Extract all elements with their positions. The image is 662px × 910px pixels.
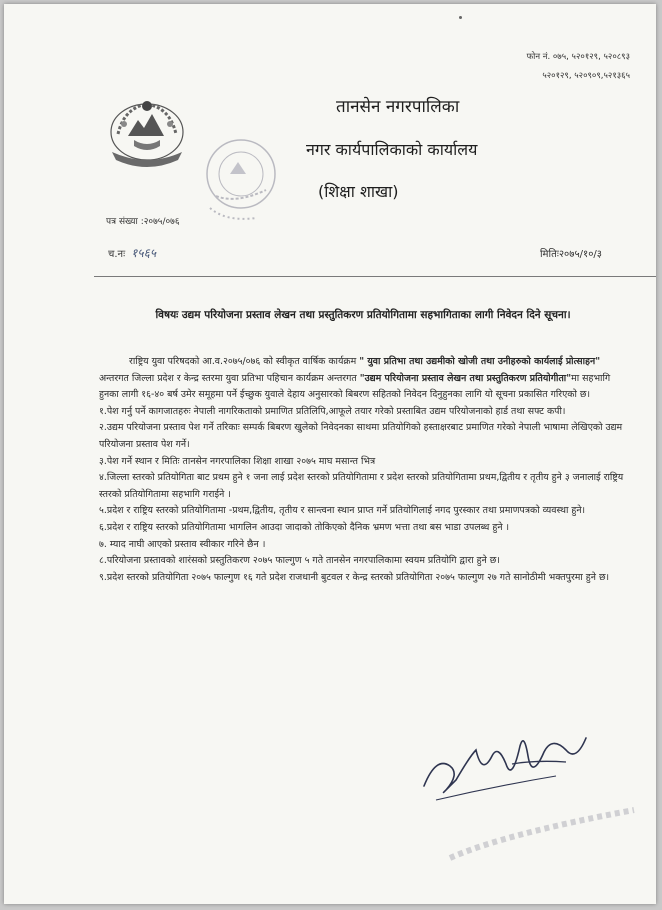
notice-point: ५.प्रदेश र राष्ट्रिय स्तरको प्रतियोगितामा -प्रथम,द्वितीय, तृतीय र सान्त्वना स्थान प्राप्त गर्ने प्रतियोगिलाई नगद पुरस्कार तथा प्रमाणपत्रको व्यवस्था हुने।	[99, 505, 586, 517]
phone-line-1: फोन नं. ०७५, ५२०१२९, ५२०८९३	[526, 52, 630, 62]
ref-label: पत्र संख्या :	[106, 217, 144, 227]
document-page	[4, 4, 656, 904]
intro-program-name: " युवा प्रतिभा तथा उद्यमीको खोजी तथा उनीहरुको कार्यलाई प्रोत्साहन"	[359, 356, 601, 367]
phone-line-2: ५२०१२९, ५२०९०९,५२१३६५	[542, 71, 630, 81]
intro-paragraph	[99, 354, 624, 404]
notice-point: ९.प्रदेश स्तरको प्रतियोगिता २०७५ फाल्गुण १६ गते प्रदेश राजधानी बुटवल र केन्द्र स्तरको प्रतियोगिता २०७५ फाल्गुण २७ गते सानोठीमी भक्तपुरमा हुने छ।	[99, 571, 610, 583]
dispatch-number	[108, 244, 156, 261]
reference-number	[106, 214, 180, 227]
notice-point: ६.प्रदेश र राष्ट्रिय स्तरको प्रतियोगितामा भागलिन आउदा जादाको तोकिएको दैनिक भ्रमण भत्ता तथा बस भाडा उपलब्ध हुने ।	[99, 521, 510, 533]
round-office-stamp-icon	[186, 134, 286, 229]
date-value: २०७५/१०/३	[558, 249, 602, 260]
paper-speck	[459, 16, 462, 19]
signature-stamp-icon	[444, 804, 644, 864]
notice-point: ४.जिल्ला स्तरको प्रतियोगिता बाट प्रथम हुने १ जना लाई प्रदेश स्तरको प्रतियोगितामा र प्रदेश स्तरको प्रतियोगितामा प्रथम,द्वितीय र तृतीय हुने ३ जनालाई राष्ट्रिय स्तरको प्रतियोगितामा सहभागि गराईने ।	[99, 472, 624, 500]
section-name: (शिक्षा शाखा)	[318, 182, 399, 201]
notice-point: ३.पेश गर्ने स्थान र मितिः तानसेन नगरपालिका शिक्षा शाखा २०७५ माघ मसान्त भित्र	[99, 455, 376, 467]
notice-point: २.उद्यम परियोजना प्रस्ताव पेश गर्ने तरिकाः सम्पर्क बिबरण खुलेको निवेदनका साथमा प्रतियोगिको हस्ताक्षरबाट प्रमाणित गरेको नेपाली भाषामा लेखिएको उद्यम परियोजना प्रस्ताव पेश गर्ने।	[99, 422, 623, 450]
cno-label: च.नः	[108, 249, 126, 260]
letter-date	[540, 246, 602, 260]
subject-line: विषयः उद्यम परियोजना प्रस्ताव लेखन तथा प्रस्तुतिकरण प्रतियोगितामा सहभागिताका लागी निवेदन दिने सूचना।	[155, 309, 571, 321]
phone-numbers	[527, 48, 630, 86]
notice-point: १.पेश गर्नु पर्ने कागजातहरुः नेपाली नागरिकताको प्रमाणित प्रतिलिपि,आफूले तयार गरेको प्रस्ताबित उद्यम परियोजनाको हार्ड तथा सफ्ट कपी।	[99, 405, 566, 417]
notice-point: ८.परियोजना प्रस्तावको शारंसको प्रस्तुतिकरण २०७५ फाल्गुण ५ गते तानसेन नगरपालिकामा स्वयम प्रतियोगि द्वारा हुने छ।	[99, 555, 500, 567]
date-label: मितिः	[539, 249, 559, 260]
cno-value: १५६५	[131, 246, 157, 260]
office-name: नगर कार्यपालिकाको कार्यालय	[306, 140, 478, 159]
nepal-government-emblem-icon	[104, 90, 190, 168]
notice-body	[99, 354, 624, 586]
intro-text-3: मा सहभागि हुनका लागी १६-४० बर्ष उमेर समूहमा पर्ने ईच्छुक युवाले देहाय अनुसारको बिबरण सहितको निवेदन दिनुहुनका लागि यो सूचना प्रकासित गरिएको छ।	[99, 372, 611, 401]
org-name: तानसेन नगरपालिका	[336, 97, 460, 117]
handwritten-signature-icon	[416, 716, 616, 811]
header-divider	[94, 276, 656, 277]
ref-value: २०७५/०७६	[143, 217, 180, 227]
intro-competition-name: "उद्यम परियोजना प्रस्ताव लेखन तथा प्रस्तुतिकरण प्रतियोगीता"	[359, 372, 572, 384]
notice-point: ७. म्याद नाघी आएको प्रस्ताव स्वीकार गरिने छैन ।	[99, 538, 266, 550]
intro-text-1: राष्ट्रिय युवा परिषदको आ.व.२०७५/०७६ को स्वीकृत वार्षिक कार्यक्रम	[129, 356, 360, 367]
intro-text-2: अन्तरगत जिल्ला प्रदेश र केन्द्र स्तरमा युवा प्रतिभा पहिचान कार्यक्रम अन्तरगत	[99, 372, 360, 384]
